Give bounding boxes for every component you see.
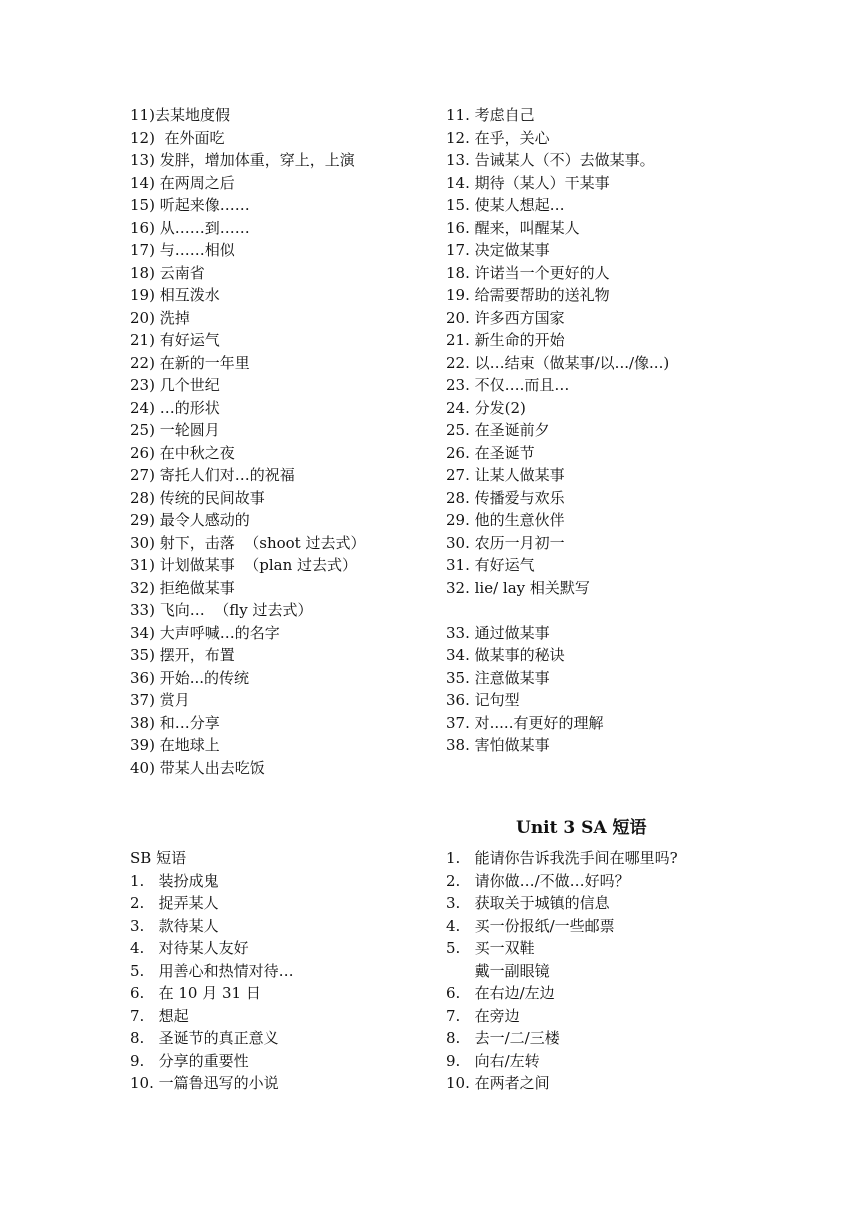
list-item: 32) 拒绝做某事 xyxy=(130,578,235,597)
list-item: 22) 在新的一年里 xyxy=(130,353,250,372)
list-item: 30. 农历一月初一 xyxy=(446,533,565,552)
list-item: 8. 圣诞节的真正意义 xyxy=(130,1029,279,1047)
list-item: 19) 相互泼水 xyxy=(130,286,220,304)
list-item: 36) 开始...的传统 xyxy=(130,668,250,687)
list-item: 6. 在右边/左边 xyxy=(446,984,555,1002)
list-item: 6. 在 10 月 31 日 xyxy=(130,984,261,1002)
list-item: 3. 款待某人 xyxy=(130,916,219,935)
list-item: 37) 赏月 xyxy=(130,691,190,709)
list-item: 5. 用善心和热情对待… xyxy=(130,961,294,980)
list-item: 13. 告诫某人（不）去做某事。 xyxy=(446,151,655,169)
list-item: 25) 一轮圆月 xyxy=(130,421,220,439)
list-item: 14. 期待（某人）干某事 xyxy=(446,173,610,192)
list-item: 4. 买一份报纸/一些邮票 xyxy=(446,916,615,935)
list-item: 9. 分享的重要性 xyxy=(130,1051,249,1070)
sb-section-title: SB 短语 xyxy=(130,849,187,867)
list-item: 17. 决定做某事 xyxy=(446,241,550,259)
list-item: 38) 和…分享 xyxy=(130,713,220,732)
list-item: 26. 在圣诞节 xyxy=(446,443,535,462)
list-item: 20. 许多西方国家 xyxy=(446,308,565,327)
list-item: 22. 以…结束（做某事/以.../像...) xyxy=(446,353,670,372)
top-right-phrase-list xyxy=(446,104,669,757)
list-item: 24) …的形状 xyxy=(130,398,220,417)
list-item: 31. 有好运气 xyxy=(446,556,535,574)
list-item: 1. 能请你告诉我洗手间在哪里吗? xyxy=(446,849,678,867)
list-item: 27) 寄托人们对…的祝福 xyxy=(130,466,295,484)
list-item: 15. 使某人想起… xyxy=(446,196,565,214)
list-item: 10. 一篇鲁迅写的小说 xyxy=(130,1074,279,1092)
list-item: 20) 洗掉 xyxy=(130,308,190,327)
list-item: 9. 向右/左转 xyxy=(446,1051,540,1070)
list-item: 7. 在旁边 xyxy=(446,1006,520,1025)
list-item: 35) 摆开，布置 xyxy=(130,646,235,664)
list-item: 16) 从……到…… xyxy=(130,218,250,237)
list-item: 4. 对待某人友好 xyxy=(130,939,249,957)
list-item: 23. 不仅….而且… xyxy=(446,376,570,394)
list-item: 33) 飞向… （fly 过去式） xyxy=(130,601,313,619)
list-item: 18. 许诺当一个更好的人 xyxy=(446,263,610,282)
list-item: 11. 考虑自己 xyxy=(446,106,535,124)
list-item: 21. 新生命的开始 xyxy=(446,331,565,349)
list-item: 26) 在中秋之夜 xyxy=(130,443,235,462)
list-item: 24. 分发(2) xyxy=(446,398,526,417)
list-item: 29) 最令人感动的 xyxy=(130,511,250,529)
list-item: 7. 想起 xyxy=(130,1006,189,1025)
list-item: 3. 获取关于城镇的信息 xyxy=(446,894,610,912)
unit3-sa-heading: Unit 3 SA 短语 xyxy=(516,818,647,838)
list-item: 21) 有好运气 xyxy=(130,331,220,349)
list-item: 32. lie/ lay 相关默写 xyxy=(446,578,590,597)
list-item: 2. 请你做…/不做…好吗？ xyxy=(446,871,630,890)
list-item: 1. 装扮成鬼 xyxy=(130,871,219,890)
list-item: 12. 在乎，关心 xyxy=(446,128,550,147)
list-item: 27. 让某人做某事 xyxy=(446,466,565,484)
list-item: 40) 带某人出去吃饭 xyxy=(130,758,265,777)
sa-phrase-list xyxy=(446,847,678,1095)
list-item: 15) 听起来像…… xyxy=(130,196,250,214)
list-item: 25. 在圣诞前夕 xyxy=(446,421,550,439)
list-item: 37. 对.....有更好的理解 xyxy=(446,713,604,732)
list-item: 23) 几个世纪 xyxy=(130,376,220,394)
list-item: 28) 传统的民间故事 xyxy=(130,488,265,507)
list-item: 33. 通过做某事 xyxy=(446,623,550,642)
list-item: 34) 大声呼喊…的名字 xyxy=(130,623,280,642)
list-item: 13) 发胖，增加体重，穿上，上演 xyxy=(130,151,355,169)
sb-phrase-list xyxy=(130,847,294,1095)
list-item: 5. 买一双鞋 xyxy=(446,939,535,957)
list-item: 36. 记句型 xyxy=(446,691,520,709)
list-item: 39) 在地球上 xyxy=(130,736,220,754)
list-item: 38. 害怕做某事 xyxy=(446,736,550,754)
list-item: 17) 与……相似 xyxy=(130,241,235,259)
list-item: 10. 在两者之间 xyxy=(446,1074,550,1092)
list-item: 2. 捉弄某人 xyxy=(130,894,219,912)
list-item: 16. 醒来，叫醒某人 xyxy=(446,218,580,237)
top-left-phrase-list xyxy=(130,104,365,779)
list-item: 31) 计划做某事 （plan 过去式） xyxy=(130,556,358,574)
list-item: 30) 射下，击落 （shoot 过去式） xyxy=(130,533,366,552)
list-item: 34. 做某事的秘诀 xyxy=(446,646,565,664)
list-item: 28. 传播爱与欢乐 xyxy=(446,488,565,507)
list-item: 35. 注意做某事 xyxy=(446,668,550,687)
list-item: 29. 他的生意伙伴 xyxy=(446,511,565,529)
list-item: 8. 去一/二/三楼 xyxy=(446,1029,560,1047)
list-item: 19. 给需要帮助的送礼物 xyxy=(446,286,610,304)
list-item: 12) 在外面吃 xyxy=(130,128,225,147)
list-item: 11)去某地度假 xyxy=(130,106,230,124)
list-item: 戴一副眼镜 xyxy=(446,961,550,980)
list-item: 14) 在两周之后 xyxy=(130,173,235,192)
list-item: 18) 云南省 xyxy=(130,263,205,282)
blank-line xyxy=(446,599,669,622)
